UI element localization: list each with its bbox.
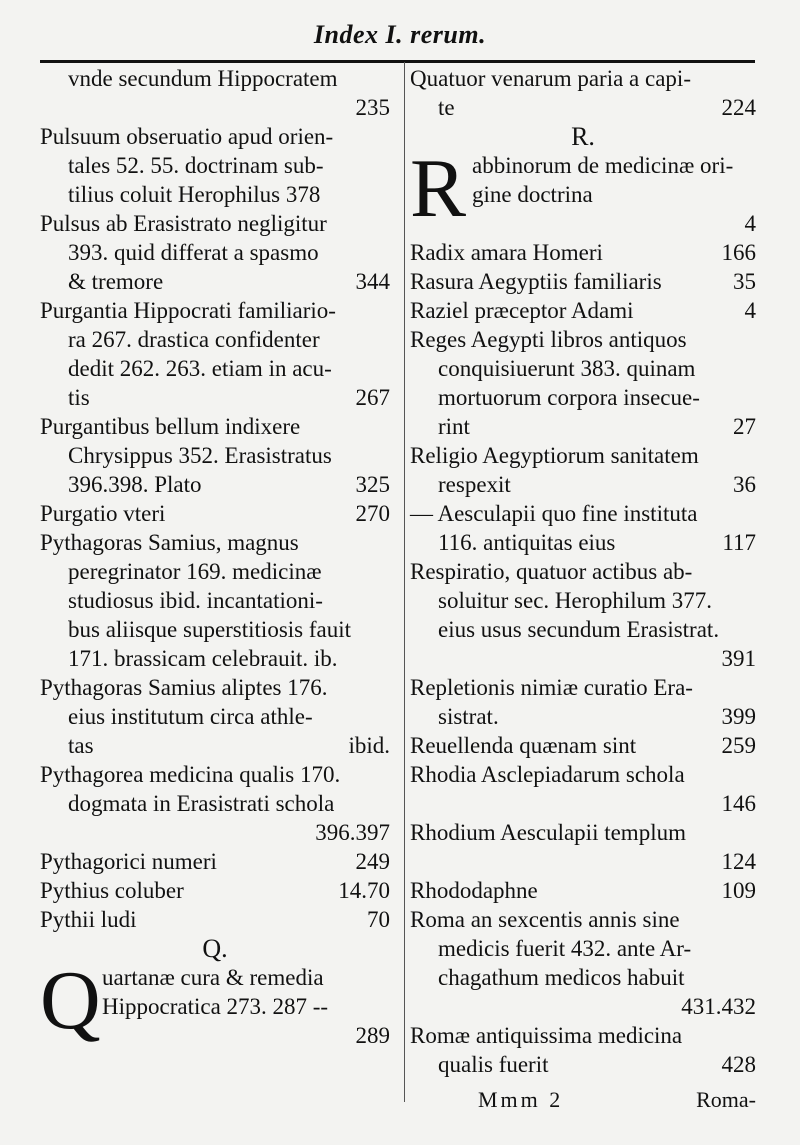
page-reference: 109: [721, 878, 756, 903]
index-entry-line: [410, 934, 756, 963]
entry-text: Rasura Aegyptiis familiaris: [410, 269, 662, 294]
entry-text: Raziel præceptor Adami: [410, 298, 634, 323]
entry-text: 393. quid differat a spasmo: [68, 240, 319, 265]
index-entry-line: [40, 499, 390, 528]
entry-text: Rhodium Aesculapii templum: [410, 820, 686, 845]
index-entry-line: [40, 151, 390, 180]
page-reference: 428: [721, 1052, 756, 1077]
entry-text: — Aesculapii quo fine instituta: [410, 501, 698, 526]
page-reference: 391: [721, 646, 756, 671]
entry-text: Pythii ludi: [40, 907, 137, 932]
page-reference: 146: [721, 791, 756, 816]
index-entry-line: [40, 64, 390, 93]
entry-text: Pythagorici numeri: [40, 849, 217, 874]
index-entry-line: [40, 673, 390, 702]
page-reference: 399: [721, 704, 756, 729]
page-reference: 270: [355, 501, 390, 526]
entry-text: Pythius coluber: [40, 878, 184, 903]
entry-text: vnde secundum Hippocratem: [68, 66, 338, 91]
index-entry-line: [410, 499, 756, 528]
index-entry-line: [40, 93, 390, 122]
index-entry-line: [410, 209, 756, 238]
entry-text: Repletionis nimiæ curatio Era-: [410, 675, 693, 700]
index-entry-line: [40, 760, 390, 789]
drop-capital: Q: [40, 954, 101, 1047]
index-entry-line: [40, 528, 390, 557]
page-reference: 289: [355, 1023, 390, 1048]
index-entry-line: [40, 441, 390, 470]
page-reference: 235: [355, 95, 390, 120]
page-reference: 117: [722, 530, 756, 555]
drop-capital: R: [410, 142, 467, 235]
entry-text: tis: [68, 385, 90, 410]
index-entry-line: [410, 93, 756, 122]
entry-text: Rhodia Asclepiadarum schola: [410, 762, 685, 787]
index-entry-line: [410, 354, 756, 383]
entry-text: tas: [68, 733, 94, 758]
index-entry-line: [40, 470, 390, 499]
entry-text: peregrinator 169. medicinæ: [68, 559, 322, 584]
index-entry-line: [410, 296, 756, 325]
entry-text: tilius coluit Herophilus 378: [68, 182, 321, 207]
entry-text: Radix amara Homeri: [410, 240, 603, 265]
page-header: Index I. rerum.: [313, 20, 487, 49]
index-entry-line: [410, 818, 756, 847]
index-entry-line: [410, 267, 756, 296]
entry-text: sistrat.: [438, 704, 499, 729]
index-entry-line: [40, 325, 390, 354]
entry-text: Pulsus ab Erasistrato negligitur: [40, 211, 327, 236]
index-entry-line: [40, 876, 390, 905]
page-reference: 124: [721, 849, 756, 874]
entry-text: Religio Aegyptiorum sanitatem: [410, 443, 699, 468]
index-entry-line: [410, 528, 756, 557]
index-entry-line: [410, 180, 756, 209]
right-column: [410, 64, 756, 1079]
index-entry-line: [410, 615, 756, 644]
entry-text: mortuorum corpora insecue-: [438, 385, 700, 410]
entry-text: studiosus ibid. incantationi-: [68, 588, 323, 613]
entry-text: Reges Aegypti libros antiquos: [410, 327, 687, 352]
index-entry-line: [410, 992, 756, 1021]
entry-text: tales 52. 55. doctrinam sub-: [68, 153, 324, 178]
page-reference: 4: [744, 211, 756, 236]
index-entry-line: [40, 615, 390, 644]
index-entry-line: [410, 441, 756, 470]
q-entry-block: [40, 954, 390, 1050]
index-entry-line: [40, 818, 390, 847]
index-entry-line: [40, 847, 390, 876]
index-entry-line: [40, 644, 390, 673]
entry-text: dogmata in Erasistrati schola: [68, 791, 335, 816]
index-entry-line: [40, 789, 390, 818]
index-entry-line: [410, 151, 756, 180]
index-entry-line: [410, 731, 756, 760]
index-entry-line: [410, 847, 756, 876]
index-entry-line: [410, 64, 756, 93]
index-entry-line: [40, 238, 390, 267]
index-entry-line: [410, 963, 756, 992]
entry-text: te: [438, 95, 455, 120]
page-reference: 166: [721, 240, 756, 265]
index-entry-line: [410, 586, 756, 615]
index-entry-line: [40, 296, 390, 325]
index-entry-line: [410, 383, 756, 412]
entry-text: Rhododaphne: [410, 878, 538, 903]
entry-text: medicis fuerit 432. ante Ar-: [438, 936, 692, 961]
page-reference: ibid.: [348, 733, 390, 758]
index-entry-line: [40, 180, 390, 209]
entry-text: 116. antiquitas eius: [438, 530, 616, 555]
index-entry-line: [410, 1021, 756, 1050]
entry-text: & tremore: [68, 269, 164, 294]
section-letter-r: R.: [571, 122, 595, 151]
entry-text: rint: [438, 414, 470, 439]
index-entry-line: [410, 325, 756, 354]
page-reference: 35: [733, 269, 756, 294]
index-entry-line: [40, 905, 390, 934]
page-reference: 14.70: [338, 878, 390, 903]
index-entry-line: [40, 731, 390, 760]
entry-text: qualis fuerit: [438, 1052, 549, 1077]
catchword: Roma-: [696, 1087, 756, 1112]
entry-text: Pythagoras Samius aliptes 176.: [40, 675, 328, 700]
page-reference: 344: [355, 269, 390, 294]
left-column: [40, 64, 390, 1050]
entry-text: Pythagoras Samius, magnus: [40, 530, 299, 555]
index-entry-line: [40, 412, 390, 441]
entry-text: Purgantibus bellum indixere: [40, 414, 301, 439]
index-entry-line: [40, 586, 390, 615]
entry-text: Purgantia Hippocrati familiario-: [40, 298, 336, 323]
index-entry-line: [410, 412, 756, 441]
index-entry-line: [410, 905, 756, 934]
index-entry-line: [410, 876, 756, 905]
page-reference: 431.432: [681, 994, 756, 1019]
index-entry-line: [40, 209, 390, 238]
entry-text: Respiratio, quatuor actibus ab-: [410, 559, 693, 584]
page-reference: 249: [355, 849, 390, 874]
entry-text: bus aliisque superstitiosis fauit: [68, 617, 352, 642]
page-reference: 70: [367, 907, 390, 932]
entry-text: conquisiuerunt 383. quinam: [438, 356, 696, 381]
index-entry-line: [40, 702, 390, 731]
entry-text: eius institutum circa athle-: [68, 704, 313, 729]
header-rule: [40, 60, 755, 63]
index-entry-line: [410, 557, 756, 586]
page-reference: 325: [355, 472, 390, 497]
signature-mark: Mmm 2: [478, 1087, 564, 1112]
page-reference: 259: [721, 733, 756, 758]
index-entry-line: [40, 122, 390, 151]
entry-text: eius usus secundum Erasistrat.: [438, 617, 720, 642]
entry-text: 396.398. Plato: [68, 472, 202, 497]
page-reference: 267: [355, 385, 390, 410]
entry-text: uartanæ cura & remedia: [102, 965, 324, 990]
entry-text: soluitur sec. Herophilum 377.: [438, 588, 713, 613]
index-entry-line: [40, 992, 390, 1021]
index-entry-line: [40, 1021, 390, 1050]
entry-text: respexit: [438, 472, 511, 497]
index-entry-line: [410, 702, 756, 731]
page-reference: 224: [721, 95, 756, 120]
entry-text: Roma an sexcentis annis sine: [410, 907, 680, 932]
index-entry-line: [40, 267, 390, 296]
entry-text: Romæ antiquissima medicina: [410, 1023, 683, 1048]
entry-text: Pulsuum obseruatio apud orien-: [40, 124, 334, 149]
index-entry-line: [40, 963, 390, 992]
entry-text: 171. brassicam celebrauit. ib.: [68, 646, 338, 671]
index-entry-line: [40, 557, 390, 586]
index-entry-line: [410, 470, 756, 499]
entry-text: abbinorum de medicinæ ori-: [472, 153, 734, 178]
r-entry-block: [410, 142, 756, 238]
page-reference: 27: [733, 414, 756, 439]
page-reference: 36: [733, 472, 756, 497]
page-reference: 396.397: [315, 820, 390, 845]
entry-text: Quatuor venarum paria a capi-: [410, 66, 691, 91]
index-entry-line: [40, 383, 390, 412]
entry-text: ra 267. drastica confidenter: [68, 327, 320, 352]
entry-text: Hippocratica 273. 287 --: [102, 994, 329, 1019]
entry-text: Chrysippus 352. Erasistratus: [68, 443, 332, 468]
index-entry-line: [410, 644, 756, 673]
entry-text: gine doctrina: [472, 182, 593, 207]
entry-text: Purgatio vteri: [40, 501, 166, 526]
column-divider: [404, 62, 405, 1102]
index-entry-line: [410, 1050, 756, 1079]
index-entry-line: [410, 238, 756, 267]
entry-text: Pythagorea medicina qualis 170.: [40, 762, 341, 787]
index-entry-line: [410, 760, 756, 789]
index-entry-line: [40, 354, 390, 383]
page-reference: 4: [744, 298, 756, 323]
entry-text: dedit 262. 263. etiam in acu-: [68, 356, 332, 381]
index-entry-line: [410, 673, 756, 702]
section-letter-q: Q.: [202, 934, 228, 963]
entry-text: Reuellenda quænam sint: [410, 733, 637, 758]
index-entry-line: [410, 789, 756, 818]
entry-text: chagathum medicos habuit: [438, 965, 685, 990]
